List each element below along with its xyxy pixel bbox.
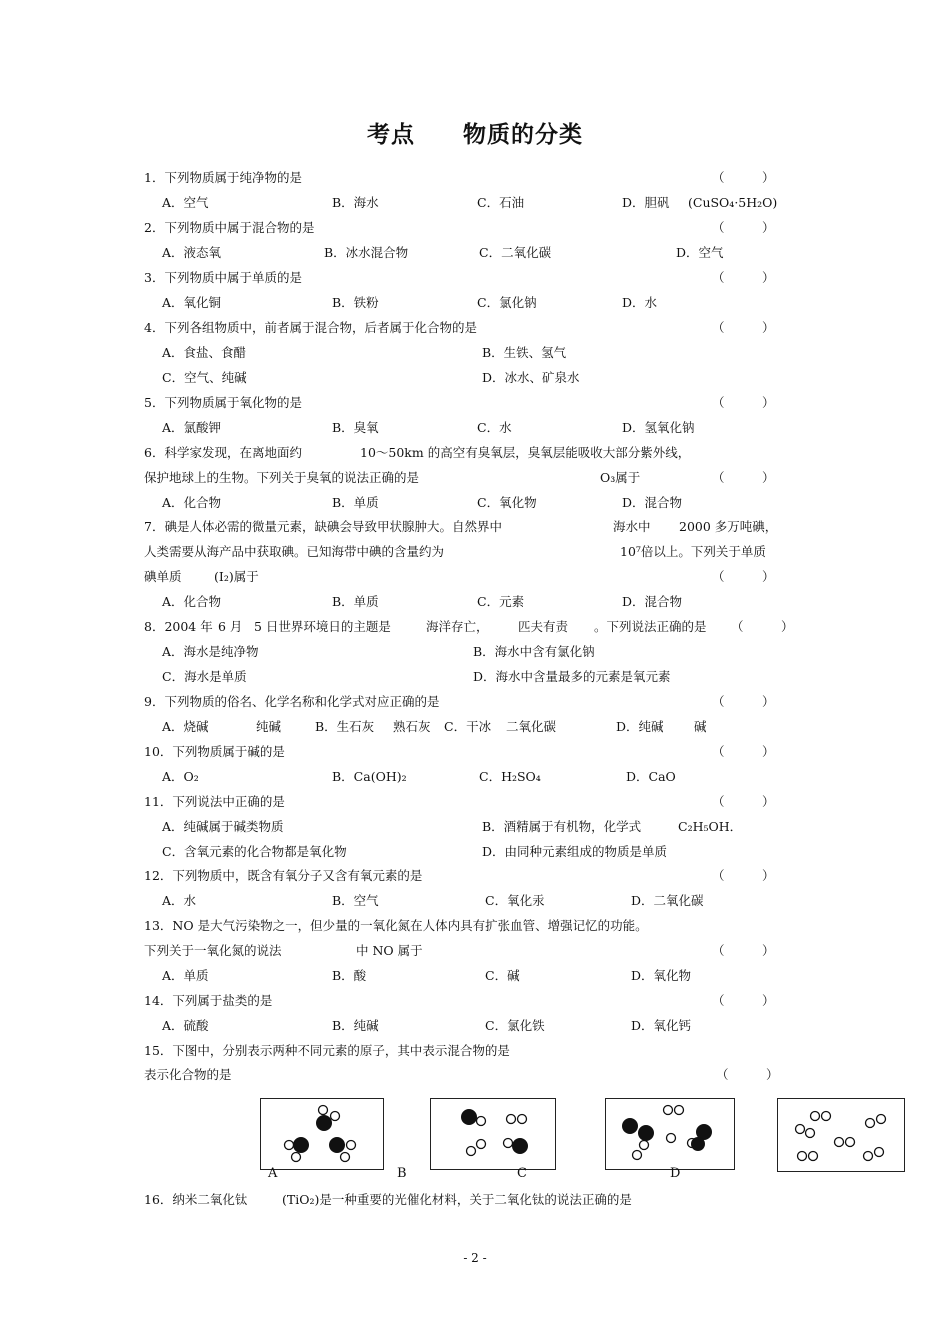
q10-option-c: C．H₂SO₄ [479, 769, 541, 784]
q10-option-d: D．CaO [626, 769, 676, 784]
q13-option-a: A．单质 [162, 968, 209, 983]
q3-option-c: C．氯化钠 [477, 295, 537, 310]
q6-option-a: A．化合物 [162, 495, 222, 510]
question-7-line2: 人类需要从海产品中获取碘。已知海带中碘的含量约为 [144, 544, 445, 559]
q14-option-d: D．氧化钙 [631, 1018, 692, 1033]
q3-option-a: A．氧化铜 [162, 295, 222, 310]
q5-option-b: B．臭氧 [332, 420, 379, 435]
question-10-stem: 10．下列物质属于碱的是 [144, 744, 285, 759]
question-13-line2b: 中 NO 属于 [356, 943, 423, 958]
question-16-line1b: (TiO₂)是一种重要的光催化材料，关于二氧化钛的说法正确的是 [282, 1192, 632, 1207]
q14-option-c: C．氯化铁 [485, 1018, 545, 1033]
q1-formula: (CuSO₄·5H₂O) [688, 195, 778, 210]
question-7-line3: 碘单质 [144, 569, 182, 584]
question-5-stem: 5．下列物质属于氧化物的是 [144, 395, 302, 410]
molecule-box-a [260, 1098, 384, 1170]
q2-option-b: B．冰水混合物 [324, 245, 409, 260]
question-4-stem: 4．下列各组物质中，前者属于混合物，后者属于化合物的是 [144, 320, 477, 335]
q2-option-a: A．液态氧 [162, 245, 222, 260]
question-7-line2b: 10⁷倍以上。下列关于单质 [620, 544, 766, 559]
q4-option-a: A．食盐、食醋 [162, 345, 247, 360]
q7-option-c: C．元素 [477, 594, 525, 609]
q9-option-c: C．干冰 [444, 719, 492, 734]
answer-paren: （ ） [731, 619, 794, 634]
question-16-line1a: 16．纳米二氧化钛 [144, 1192, 248, 1207]
question-8-line1c: 5 日世界环境日的主题是 [254, 619, 391, 634]
question-8-line1f: 。下列说法正确的是 [594, 619, 707, 634]
question-13-line1: 13．NO 是大气污染物之一，但少量的一氧化氮在人体内具有扩张血管、增强记忆的功能。 [144, 918, 648, 933]
answer-paren: （ ） [716, 1067, 779, 1082]
q2-option-d: D．空气 [676, 245, 724, 260]
q14-option-b: B．纯碱 [332, 1018, 379, 1033]
question-1-stem: 1．下列物质属于纯净物的是 [144, 170, 302, 185]
question-6-line1b: 10～50km 的高空有臭氧层，臭氧层能吸收大部分紫外线， [360, 445, 691, 460]
question-8-line1b: 6 月 [218, 619, 243, 634]
question-7-line1c: 2000 多万吨碘， [679, 519, 778, 534]
question-15-line2: 表示化合物的是 [144, 1067, 232, 1082]
question-15-line1: 15．下图中，分别表示两种不同元素的原子，其中表示混合物的是 [144, 1043, 510, 1058]
q13-option-b: B．酸 [332, 968, 367, 983]
answer-paren: （ ） [712, 744, 775, 759]
question-13-line2a: 下列关于一氧化氮的说法 [144, 943, 282, 958]
q11-option-b: B．酒精属于有机物，化学式 [482, 819, 642, 834]
answer-paren: （ ） [712, 220, 775, 235]
q5-option-c: C．水 [477, 420, 512, 435]
question-12-stem: 12．下列物质中，既含有氧分子又含有氧元素的是 [144, 868, 423, 883]
q9-option-c2: 二氧化碳 [506, 719, 557, 734]
q11-option-b-formula: C₂H₅OH． [678, 819, 743, 834]
q8-option-d: D．海水中含量最多的元素是氧元素 [473, 669, 671, 684]
answer-paren: （ ） [712, 943, 775, 958]
molecule-diagram-b [431, 1099, 555, 1169]
q9-option-d2: 碱 [694, 719, 707, 734]
q12-option-a: A．水 [162, 893, 197, 908]
question-9-stem: 9．下列物质的俗名、化学名称和化学式对应正确的是 [144, 694, 440, 709]
q13-option-c: C．碱 [485, 968, 520, 983]
answer-paren: （ ） [712, 320, 775, 335]
answer-paren: （ ） [712, 794, 775, 809]
answer-paren: （ ） [712, 868, 775, 883]
q8-option-a: A．海水是纯净物 [162, 644, 259, 659]
question-6-line2: 保护地球上的生物。下列关于臭氧的说法正确的是 [144, 470, 420, 485]
q6-option-c: C．氧化物 [477, 495, 537, 510]
q12-option-c: C．氧化汞 [485, 893, 545, 908]
q7-option-d: D．混合物 [622, 594, 683, 609]
q3-option-d: D．水 [622, 295, 658, 310]
molecule-diagram-d [778, 1099, 904, 1171]
q5-option-d: D．氢氧化钠 [622, 420, 695, 435]
q9-option-a: A．烧碱 [162, 719, 209, 734]
question-7-line1: 7．碘是人体必需的微量元素，缺碘会导致甲状腺肿大。自然界中 [144, 519, 502, 534]
q5-option-a: A．氯酸钾 [162, 420, 222, 435]
q14-option-a: A．硫酸 [162, 1018, 209, 1033]
diagram-label-a: A [268, 1166, 278, 1181]
page-number: - 2 - [463, 1251, 487, 1265]
q9-option-a2: 纯碱 [256, 719, 282, 734]
diagram-label-c: C [517, 1166, 527, 1181]
answer-paren: （ ） [712, 395, 775, 410]
q4-option-c: C．空气、纯碱 [162, 370, 247, 385]
question-7-line3b: (I₂)属于 [214, 569, 259, 584]
question-11-stem: 11．下列说法中正确的是 [144, 794, 285, 809]
q9-option-b2: 熟石灰 [393, 719, 431, 734]
diagram-label-b: B [397, 1166, 407, 1181]
answer-paren: （ ） [712, 170, 775, 185]
q2-option-c: C．二氧化碳 [479, 245, 552, 260]
answer-paren: （ ） [712, 993, 775, 1008]
q1-option-b: B．海水 [332, 195, 379, 210]
q11-option-a: A．纯碱属于碱类物质 [162, 819, 284, 834]
q12-option-b: B．空气 [332, 893, 379, 908]
q6-option-b: B．单质 [332, 495, 379, 510]
question-8-line1a: 8．2004 年 [144, 619, 213, 634]
molecule-box-b [430, 1098, 556, 1170]
q11-option-d: D．由同种元素组成的物质是单质 [482, 844, 668, 859]
question-6-line2b: O₃属于 [600, 470, 641, 485]
q13-option-d: D．氧化物 [631, 968, 692, 983]
q1-option-d: D．胆矾 [622, 195, 670, 210]
diagram-label-d: D [670, 1166, 681, 1181]
q8-option-b: B．海水中含有氯化钠 [473, 644, 595, 659]
q10-option-b: B．Ca(OH)₂ [332, 769, 407, 784]
answer-paren: （ ） [712, 694, 775, 709]
q10-option-a: A．O₂ [162, 769, 199, 784]
molecule-box-c [605, 1098, 735, 1170]
question-14-stem: 14．下列属于盐类的是 [144, 993, 273, 1008]
question-7-line1b: 海水中 [613, 519, 651, 534]
q9-option-d: D．纯碱 [616, 719, 664, 734]
q4-option-b: B．生铁、氢气 [482, 345, 567, 360]
molecule-box-d [777, 1098, 905, 1172]
q3-option-b: B．铁粉 [332, 295, 379, 310]
q1-option-c: C．石油 [477, 195, 525, 210]
question-8-line1d: 海洋存亡， [426, 619, 489, 634]
answer-paren: （ ） [712, 470, 775, 485]
q7-option-a: A．化合物 [162, 594, 222, 609]
answer-paren: （ ） [712, 270, 775, 285]
question-8-line1e: 匹夫有责 [518, 619, 569, 634]
question-2-stem: 2．下列物质中属于混合物的是 [144, 220, 315, 235]
q4-option-d: D．冰水、矿泉水 [482, 370, 580, 385]
molecule-diagram-c [606, 1099, 734, 1169]
q1-option-a: A．空气 [162, 195, 209, 210]
answer-paren: （ ） [712, 569, 775, 584]
q7-option-b: B．单质 [332, 594, 379, 609]
page-title: 考点 物质的分类 [367, 122, 583, 148]
q6-option-d: D．混合物 [622, 495, 683, 510]
q12-option-d: D．二氧化碳 [631, 893, 704, 908]
q9-option-b: B．生石灰 [315, 719, 375, 734]
q11-option-c: C．含氧元素的化合物都是氧化物 [162, 844, 347, 859]
molecule-diagram-a [261, 1099, 383, 1169]
question-3-stem: 3．下列物质中属于单质的是 [144, 270, 302, 285]
question-6-line1: 6．科学家发现，在离地面约 [144, 445, 302, 460]
q8-option-c: C．海水是单质 [162, 669, 247, 684]
